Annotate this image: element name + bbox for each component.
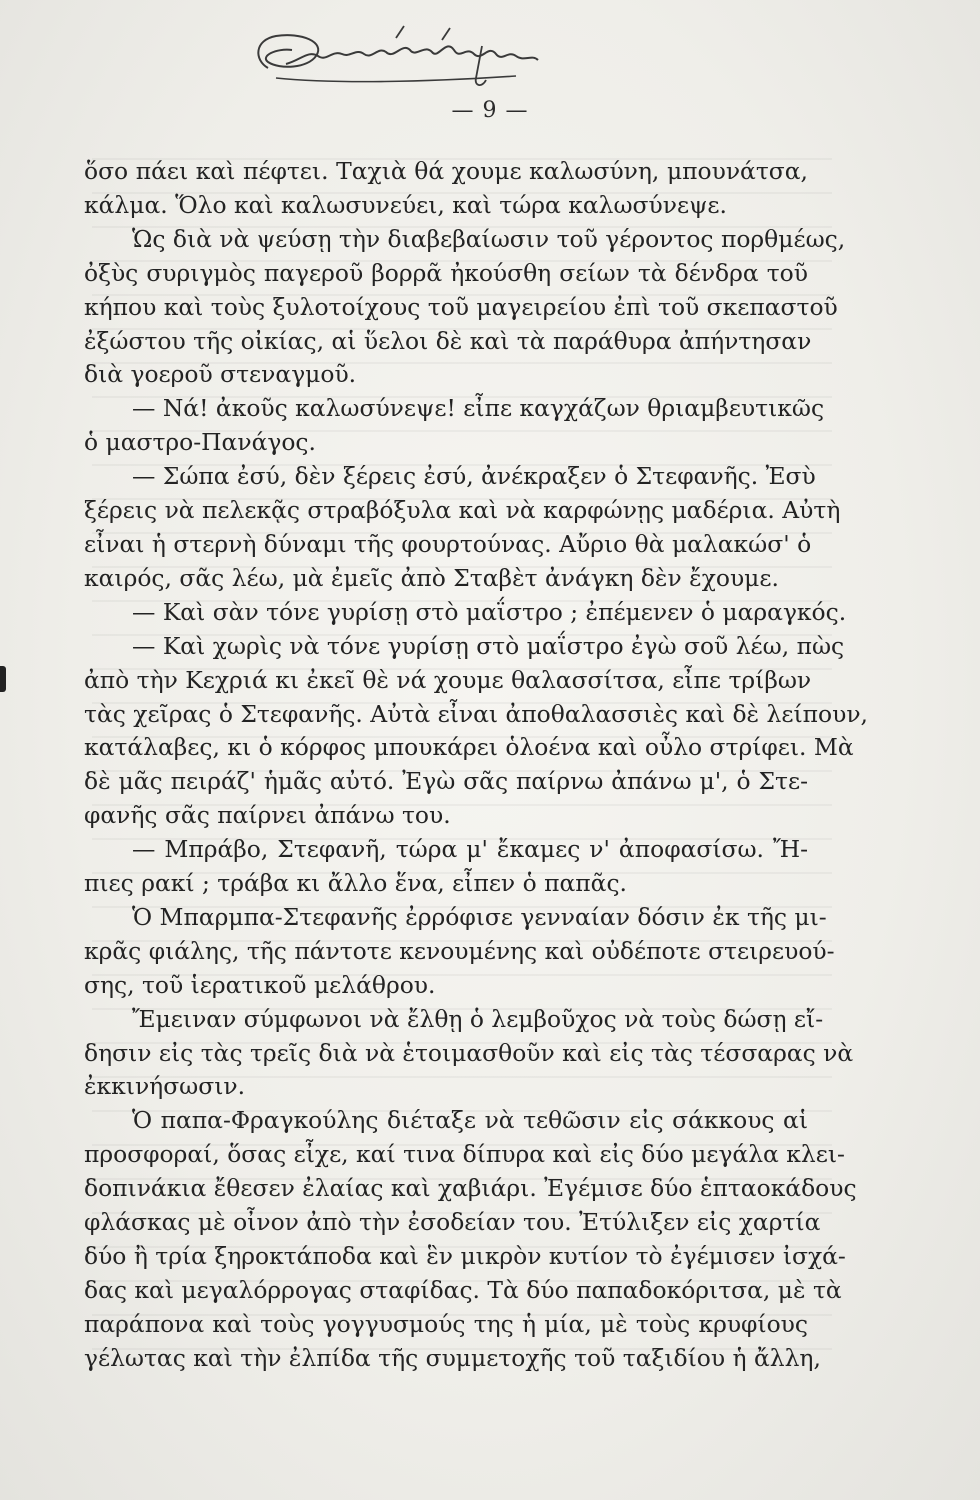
- text-line: καιρός, σᾶς λέω, μὰ ἐμεῖς ἀπὸ Σταβὲτ ἀνάγκη δὲν ἔχουμε.: [84, 563, 779, 592]
- paragraph: [84, 833, 808, 901]
- text-line: δὲ μᾶς πειράζ' ἡμᾶς αὐτό. Ἐγὼ σᾶς παίρνω ἀπάνω μ', ὁ Στε-: [84, 767, 808, 796]
- paragraph: [84, 392, 825, 460]
- body-text: [84, 155, 868, 1376]
- text-line: Ἔμειναν σύμφωνοι νὰ ἔλθῃ ὁ λεμβοῦχος νὰ τοὺς δώσῃ εἴ-: [132, 1004, 824, 1033]
- text-line: παράπονα καὶ τοὺς γογγυσμούς της ἡ μία, μὲ τοὺς κρυφίους: [84, 1309, 808, 1338]
- text-line: εἶναι ἡ στερνὴ δύναμι τῆς φουρτούνας. Αὔριο θὰ μαλακώσ' ὁ: [84, 529, 812, 558]
- paragraph: [84, 1104, 857, 1375]
- text-line: δοπινάκια ἔθεσεν ἐλαίας καὶ χαβιάρι. Ἐγέμισε δύο ἑπταοκάδους: [84, 1174, 857, 1203]
- text-line: τὰς χεῖρας ὁ Στεφανῆς. Αὐτὰ εἶναι ἀποθαλασσιὲς καὶ δὲ λείπουν,: [84, 699, 868, 728]
- text-line: Ὁ παπα-Φραγκούλης διέταξε νὰ τεθῶσιν εἰς σάκκους αἱ: [132, 1106, 808, 1135]
- text-line: ἐκκινήσωσιν.: [84, 1072, 246, 1101]
- handwritten-signature: [246, 20, 556, 100]
- paragraph: [84, 901, 835, 1003]
- text-line: κατάλαβες, κι ὁ κόρφος μπουκάρει ὁλοένα καὶ οὖλο στρίφει. Μὰ: [84, 733, 854, 762]
- text-line: — Σώπα ἐσύ, δὲν ξέρεις ἐσύ, ἀνέκραξεν ὁ Στεφανῆς. Ἐσὺ: [132, 462, 816, 491]
- text-line: κήπου καὶ τοὺς ξυλοτοίχους τοῦ μαγειρείου ἐπὶ τοῦ σκεπαστοῦ: [84, 292, 838, 321]
- paragraph: [84, 223, 846, 393]
- text-line: φλάσκας μὲ οἶνον ἀπὸ τὴν ἐσοδείαν του. Ἐτύλιξεν εἰς χαρτία: [84, 1208, 821, 1237]
- text-line: ξέρεις νὰ πελεκᾷς στραβόξυλα καὶ νὰ καρφώνῃς μαδέρια. Αὐτὴ: [84, 496, 841, 525]
- text-line: — Μπράβο, Στεφανῆ, τώρα μ' ἔκαμες ν' ἀποφασίσω. Ἤ-: [132, 835, 808, 864]
- text-line: δας καὶ μεγαλόρρογας σταφίδας. Τὰ δύο παπαδοκόριτσα, μὲ τὰ: [84, 1275, 842, 1304]
- text-line: Ὁ Μπαρμπα-Στεφανῆς ἐρρόφισε γενναίαν δόσιν ἐκ τῆς μι-: [132, 902, 827, 931]
- signature-ink: [246, 20, 556, 100]
- text-line: ἐξώστου τῆς οἰκίας, αἱ ὕελοι δὲ καὶ τὰ παράθυρα ἀπήντησαν: [84, 326, 812, 355]
- binding-edge-mark: [0, 666, 6, 692]
- text-line: ὁ μαστρο-Πανάγος.: [84, 428, 316, 457]
- paragraph: [84, 630, 868, 833]
- paragraph: [84, 155, 808, 223]
- paragraph: [84, 1003, 854, 1105]
- text-line: ὅσο πάει καὶ πέφτει. Ταχιὰ θά χουμε καλωσύνη, μπουνάτσα,: [84, 157, 808, 185]
- text-line: κρᾶς φιάλης, τῆς πάντοτε κενουμένης καὶ οὐδέποτε στειρευού-: [84, 936, 835, 965]
- text-line: δησιν εἰς τὰς τρεῖς διὰ νὰ ἑτοιμασθοῦν καὶ εἰς τὰς τέσσαρας νὰ: [84, 1038, 854, 1067]
- text-line: ὀξὺς συριγμὸς παγεροῦ βορρᾶ ἠκούσθη σείων τὰ δένδρα τοῦ: [84, 258, 808, 287]
- page-number: — 9 —: [451, 98, 529, 123]
- text-line: κάλμα. Ὅλο καὶ καλωσυνεύει, καὶ τώρα καλωσύνεψε.: [84, 190, 727, 219]
- text-line: σης, τοῦ ἱερατικοῦ μελάθρου.: [84, 970, 436, 999]
- text-line: Ὡς διὰ νὰ ψεύσῃ τὴν διαβεβαίωσιν τοῦ γέροντος πορθμέως,: [132, 224, 846, 253]
- paragraph: [84, 596, 847, 630]
- text-line: — Νά! ἀκοῦς καλωσύνεψε! εἶπε καγχάζων θριαμβευτικῶς: [132, 394, 825, 423]
- paragraph: [84, 460, 841, 596]
- text-line: ἀπὸ τὴν Κεχριά κι ἐκεῖ θὲ νά χουμε θαλασσίτσα, εἶπε τρίβων: [84, 665, 812, 694]
- text-line: διὰ γοεροῦ στεναγμοῦ.: [84, 360, 357, 389]
- text-line: — Καὶ σὰν τόνε γυρίσῃ στὸ μαΐστρο ; ἐπέμενεν ὁ μαραγκός.: [132, 597, 847, 626]
- text-line: — Καὶ χωρὶς νὰ τόνε γυρίσῃ στὸ μαΐστρο ἐγὼ σοῦ λέω, πὼς: [132, 631, 845, 660]
- text-line: φανῆς σᾶς παίρνει ἀπάνω του.: [84, 801, 451, 830]
- text-line: πιες ρακί ; τράβα κι ἄλλο ἕνα, εἶπεν ὁ παπᾶς.: [84, 869, 627, 898]
- text-line: προσφοραί, ὅσας εἶχε, καί τινα δίπυρα καὶ εἰς δύο μεγάλα κλει-: [84, 1140, 845, 1169]
- text-line: δύο ἢ τρία ξηροκτάποδα καὶ ἓν μικρὸν κυτίον τὸ ἐγέμισεν ἰσχά-: [84, 1242, 846, 1270]
- text-line: γέλωτας καὶ τὴν ἐλπίδα τῆς συμμετοχῆς τοῦ ταξιδίου ἡ ἄλλη,: [84, 1343, 821, 1372]
